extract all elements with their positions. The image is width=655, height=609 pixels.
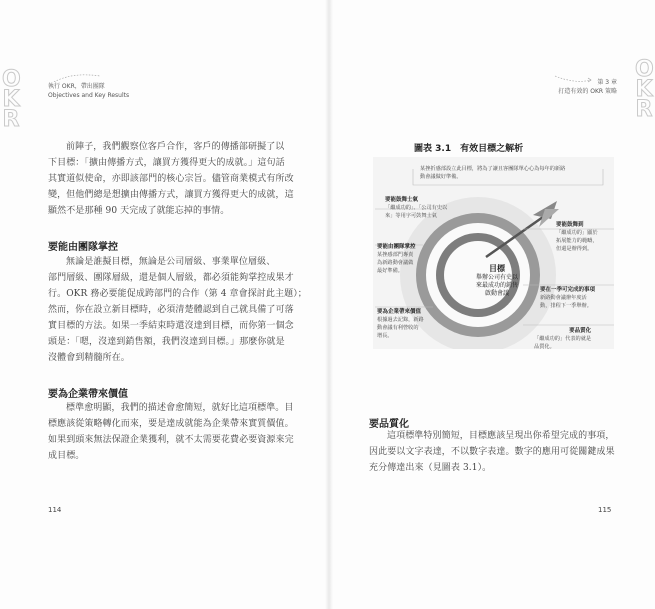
text-line: 「繼成功的」、「公司有史以 (385, 205, 448, 211)
watermark-letter: O (635, 57, 654, 82)
text-line: 前陣子，我們觀察位客戶合作，客戶的傳播部研擬了以 (66, 142, 285, 152)
text-line: 無論是誰擬目標，無論是公司層級、事業單位層級、 (66, 257, 276, 267)
chapter-number: 第 3 章 (597, 79, 617, 86)
section-heading-qualitative: 要品質化 (369, 419, 409, 430)
text-line: 動會議做好準備。 (420, 174, 462, 180)
text-line: 增長。 (377, 333, 393, 339)
figure-title: 圖表 3.1 有效目標之解析 (414, 144, 524, 154)
note-quarterly (540, 286, 595, 310)
note-inspire (385, 196, 447, 220)
team-control-paragraph (48, 254, 307, 366)
book-title: 執行 OKR，帶出團隊 (48, 83, 105, 90)
chapter-title: 打造有效的 OKR 策略 (558, 88, 617, 95)
business-value-paragraph (48, 400, 294, 464)
text-line: 充分傳達出來（見圖表 3.1）。 (369, 463, 492, 473)
text-line: 來最成功的銷售 (475, 282, 518, 289)
text-line: 某挫折感部設立此目標，將為了讓且客團隊單心心為每年的新路 (420, 166, 566, 172)
text-line: 為新路動會議做 (377, 260, 414, 266)
text-line: 拓展能力的範疇， (556, 238, 598, 244)
text-line: 行。OKR 務必要能促成跨部門的合作（第 4 章會探討此主題）； (48, 289, 307, 299)
text-line: 沒體會到精髓所在。 (48, 353, 130, 363)
page-number-left: 114 (48, 506, 62, 514)
note-label: 要能鼓舞到 (556, 222, 584, 228)
note-qualitative (534, 327, 591, 351)
text-line: 啟動會議 (484, 290, 509, 297)
note-label: 要在一季可完成的事項 (540, 287, 596, 293)
text-line: 但還是辦得到。 (556, 246, 593, 252)
header-arc-icon (553, 74, 593, 86)
target-title: 目標 (489, 264, 505, 273)
page-number-right: 115 (598, 506, 612, 514)
section-heading-team-control: 要能由團隊掌控 (48, 242, 118, 253)
text-line: 變，但他們總是想擴由傳播方式，讓買方獲得更大的成就，這 (48, 190, 294, 200)
text-line: 「繼成功的」代表的就是 (534, 336, 592, 342)
running-header-right (558, 78, 617, 96)
text-line: 最好準備。 (377, 268, 403, 274)
text-line: 其實道似使命，亦即該部門的核心宗旨。儘管商業模式有所改 (48, 174, 294, 184)
text-line: 然而，你在設立新目標時，必須清楚體認到自己就具備了可落 (48, 305, 294, 315)
figure-top-note (420, 165, 565, 181)
watermark-letter: R (2, 107, 20, 132)
text-line: 因此要以文字表達，不以數字表達。數字的應用可從關鍵成果 (369, 447, 615, 457)
note-stretch (556, 221, 598, 253)
text-line: 根據過去記錄，新路 (377, 317, 424, 323)
text-line: 來」等用字可鼓舞士氣 (385, 213, 437, 219)
target-center-text (467, 264, 527, 298)
note-team-control (377, 243, 416, 275)
text-line: 這項標準特別簡短，目標應該呈現出你希望完成的事項， (387, 431, 615, 441)
header-arc-icon (52, 72, 102, 82)
text-line: 動，排程下一季舉辦。 (540, 303, 592, 309)
text-line: 「繼成功的」顯於 (556, 230, 598, 236)
text-line: 實目標的方法。如果一季結束時還沒達到目標，而你第一個念 (48, 321, 294, 331)
watermark-letter: R (635, 97, 653, 122)
page-gutter (325, 0, 333, 609)
note-label: 要品質化 (569, 328, 592, 334)
text-line: 下目標：「擴由傳播方式，讓買方獲得更大的成就。」這句話 (48, 158, 285, 168)
text-line: 標應該從策略轉化而來，要是達成就能為企業帶來實質價值。 (48, 419, 294, 429)
text-line: 新路動會議辦年度活 (540, 295, 587, 301)
watermark-letter: O (2, 67, 21, 92)
watermark-letter: K (2, 87, 20, 112)
text-line: 頭是：「嗯，沒達到銷售額，我們沒達到目標。」那麼你就是 (48, 337, 285, 347)
note-business-value (377, 308, 424, 340)
qualitative-paragraph (369, 428, 615, 476)
book-subtitle: Objectives and Key Results (48, 92, 130, 99)
text-line: 動會議有利營收的 (377, 325, 419, 331)
intro-paragraph (48, 139, 294, 219)
text-line: 部門層級、團隊層級，還是個人層級，都必須能夠掌控成果才 (48, 273, 294, 283)
section-heading-business-value: 要為企業帶來價值 (48, 389, 128, 400)
watermark-letter: K (635, 77, 653, 102)
note-label: 要能由團隊掌控 (377, 244, 416, 250)
note-label: 要能鼓舞士氣 (385, 197, 419, 203)
text-line: 成目標。 (48, 451, 85, 461)
running-header-left (48, 82, 129, 100)
text-line: 顯然不是那種 90 天完成了就能忘掉的事情。 (48, 206, 230, 216)
text-line: 標準愈明顯，我們的描述會愈簡短，就好比這項標準。目 (66, 403, 294, 413)
text-line: 如果到頭來無法保證企業獲利，就不太需要花費必要資源來完 (48, 435, 294, 445)
text-line: 舉辦公司有史以 (475, 274, 518, 281)
okr-watermark-left (2, 67, 21, 132)
note-label: 要為企業帶來價值 (377, 309, 422, 315)
text-line: 品質化。 (534, 344, 555, 350)
text-line: 某挫感部門專責 (377, 252, 414, 258)
okr-watermark-right (635, 57, 654, 122)
